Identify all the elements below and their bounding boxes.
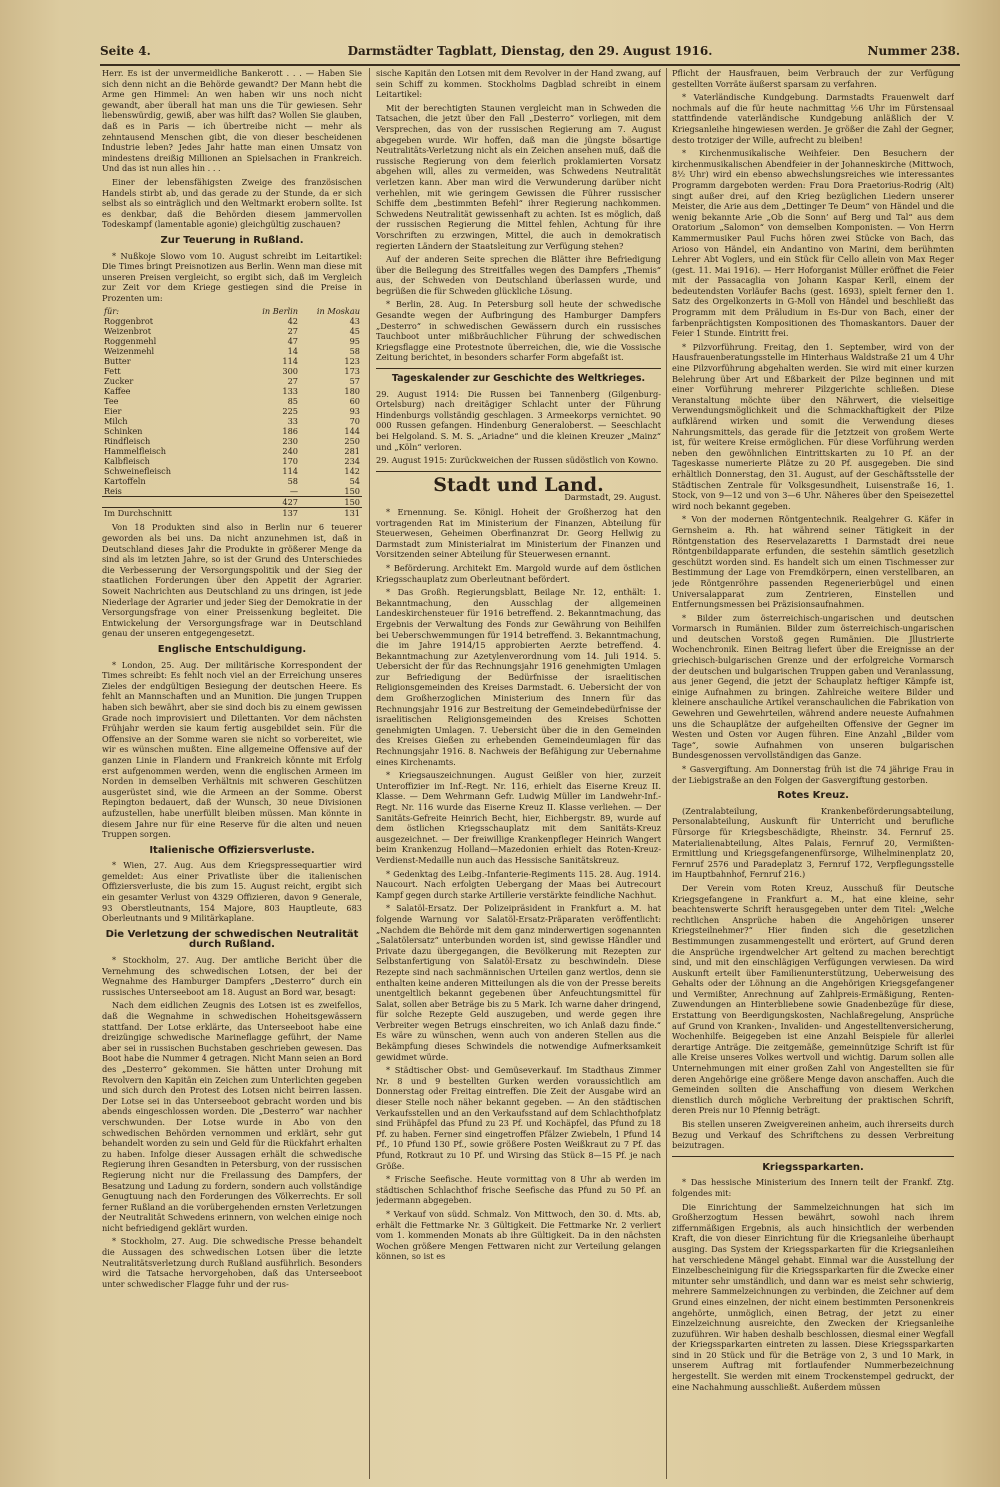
table-header: in Moskau — [316, 306, 360, 317]
table-row — [102, 346, 362, 356]
paragraph: Der Verein vom Roten Kreuz, Ausschuß für Deutsche Kriegsgefangene in Frankfurt a. M., hat eine kleine, sehr beachtenswerte Schrift herausgegeben unter dem Titel: „Welche rechtlichen Ansprüche haben die Angehörigen unserer Kriegsteilnehmer?“ Hier finden sich die gesetzlichen Bestimmungen zusammengestellt und erörtert, auf Grund deren die Ansprüche irgendwelcher Art geltend zu machen berechtigt sind, und mit den einschlägigen Verfügungen verwiesen. Da wird Auskunft erteilt über Familienunterstützung, Ueberweisung des Gehalts oder der Löhnung an die Angehörigen Kriegsgefangener und Vermißter, Anrechnung auf Zahlpreis-Ermäßigung, Renten-Zuwendungen an Hinterbliebene sowie Gnadenbezüge für diese, Erstattung von Beerdigungskosten, Nachlaßregelung, Ansprüche auf Grund von Kranken-, Invaliden- und Angestelltenversicherung, Wochenhilfe. Beigegeben ist eine Anzahl Beispiele für allerlei derartige Anträge. Die zeitgemäße, gemeinnützige Schrift ist für alle Kreise unseres Volkes wertvoll und wichtig. Darum sollen alle Unternehmungen mit einer großen Zahl von Angestellten sie für deren Angehörige eine größere Menge davon anschaffen. Auch die Gemeinden sollten die Anschaffung von diesem Werkchen dienstlich durch mögliche Verbreitung der praktischen Schrift, deren Preis nur 10 Pfennig beträgt. — [672, 882, 954, 1116]
table-cell-value: 27 — [287, 376, 298, 387]
table-cell-item: Hammelfleisch — [104, 446, 166, 457]
table-cell-value: 133 — [282, 386, 298, 397]
table-row — [102, 326, 362, 336]
paragraph: (Zentralabteilung, Krankenbeförderungsabteilung, Personalabteilung, Auskunft für Unterricht und berufliche Fürsorge für Kriegsbeschädigte, Rheinstr. 34. Fernruf 25. Materialienabteilung, Altes Palais, Fernruf 20, Vermißten-Ermittlung und Kriegsgefangenenfürsorge, Wilhelminenplatz 20, Fernruf 2576 und Paradeplatz 3, Fernruf 172, Verpflegungsstelle im Hauptbahnhof, Fernruf 216.) — [672, 805, 954, 880]
paragraph: sische Kapitän den Lotsen mit dem Revolver in der Hand zwang, auf sein Schiff zu kommen. Stockholms Dagblad schreibt in einem Leitartikel: — [376, 68, 661, 100]
table-cell-item: Roggenbrot — [104, 316, 154, 327]
article-heading: Englische Entschuldigung. — [157, 644, 307, 655]
table-cell-value: 114 — [282, 466, 298, 477]
table-cell-item: Tee — [104, 396, 119, 407]
paragraph: Pflicht der Hausfrauen, beim Verbrauch der zur Verfügung gestellten Vorräte äußerst sparsam zu verfahren. — [672, 68, 954, 89]
paragraph: * Nußkoje Slowo vom 10. August schreibt im Leitartikel: Die Times bringt Preisnotizen aus Berlin. Wenn man diese mit unseren Preisen vergleicht, so ergibt sich, daß im Vergleich zur Zeit vor dem Kriege gestiegen sind die Preise in Prozenten um: — [102, 250, 362, 303]
table-cell-item: Eier — [104, 406, 122, 417]
table-cell-value: 281 — [344, 446, 360, 457]
paragraph: Bis stellen unseren Zweigvereinen anheim, auch ihrerseits durch Bezug und Verkauf des Schriftchens zu dessen Verbreitung beizutragen. — [672, 1119, 954, 1151]
table-row — [102, 416, 362, 426]
table-cell-value: 60 — [349, 396, 360, 407]
paragraph: * Gedenktag des Leibg.-Infanterie-Regiments 115. 28. Aug. 1914. Naucourt. Nach erfolgten Uebergang der Maas bei Autrecourt Kampf gegen durch starke Artillerie verstärkte feindliche Nachhut. — [376, 868, 661, 900]
table-cell-value: 70 — [349, 416, 360, 427]
table-cell-value: 93 — [349, 406, 360, 417]
table-row — [102, 386, 362, 396]
table-cell-value: 180 — [344, 386, 360, 397]
table-row — [102, 436, 362, 446]
table-cell-value: 58 — [287, 476, 298, 487]
article-heading: Italienische Offiziersverluste. — [149, 844, 315, 856]
paragraph: * Kirchenmusikalische Weihfeier. Den Besuchern der kirchenmusikalischen Abendfeier in der Johanneskirche (Mittwoch, 8½ Uhr) wird ein ebenso abwechslungsreiches wie interessantes Programm dargeboten werden: Frau Dora Praetorius-Rodrig (Alt) singt außer drei, auf den Krieg bezüglichen Liedern unserer Meister, die Arie aus dem „Dettinger Te Deum“ von Händel und die wenig bekannte Arie „Ob die Sonn’ auf Berg und Tal“ aus dem Oratorium „Salomon“ von demselben Komponisten. — Von Herrn Kammermusiker Paul Fuchs hören zwei Stücke von Bach, das Arioso von Händel, ein Andantino von Marini, dem berühmten Lehrer Abt Voglers, und ein Stück für Cello allein von Max Reger (gest. 11. Mai 1916). — Herr Hoforganist Müller eröffnet die Feier mit der Passacaglia von Johann Kaspar Kerll, einem der bedeutendsten Vorläufer Bachs (gest. 1693), spielt ferner den 1. Satz des Orgelkonzerts in G-Moll von Händel und beschließt das Programm mit dem Präludium in Es-Dur von Bach, einer der farbenprächtigsten Kompositionen des Thomaskantors. Dauer der Feier 1 Stunde. Eintritt frei. — [672, 148, 954, 339]
paragraph: Die Einrichtung der Sammelzeichnungen hat sich im Großherzogtum Hessen bewährt, sowohl nach ihrem ziffernmäßigen Ergebnis, als auch hinsichtlich der werbenden Kraft, die von dieser Einrichtung für die Kriegsanleihe überhaupt ausging. Das System der Kriegssparkarten für die Kriegsanleihen hat verschiedene Mängel gehabt. Einmal war die Ausstellung der Einzelbescheinigung für die Kriegssparkarten für die Zwecke einer mitunter sehr umständlich, und dann war es meist sehr schwierig, mehrere Sammelzeichnungen zu verbinden, die Zeichner auf dem Grund eines einzelnen, der nicht einem bestimmten Personenkreis angehörte, unmöglich, einen Betrag, der jetzt zu einer Einzelzeichnung ausreichte, den Zwecken der Kriegsanleihe zuzuführen. Wir haben deshalb beschlossen, diesmal einer Wegfall der Kriegssparkarten eintreten zu lassen. Diese Kriegssparkarten sind in 20 Stück und für die Beträge von 2, 3 und 10 Mark, in unserem Auftrag mit fortlaufender Nummerbezeichnung hergestellt. Sie werden mit einem Trockenstempel gedruckt, der eine Nachahmung ausschließt. Außerdem müssen — [672, 1201, 954, 1392]
table-cell-value: 250 — [344, 436, 360, 447]
paragraph: * Wien, 27. Aug. Aus dem Kriegspressequartier wird gemeldet: Aus einer Privatliste über die italienischen Offiziersverluste, die bis zum 15. August reicht, ergibt sich ein gesamter Verlust von 4329 Offizieren, davon 9 Generale, 93 Oberstleutnants, 154 Majore, 803 Hauptleute, 683 Oberleutnants und 9 Militärkaplane. — [102, 860, 362, 924]
article-heading: Die Verletzung der schwedischen Neutralität durch Rußland. — [105, 928, 359, 951]
table-cell-value: 137 — [238, 508, 300, 519]
paragraph: * Frische Seefische. Heute vormittag von 8 Uhr ab werden im städtischen Schlachthof frische Seefische das Pfund zu 50 Pf. an jedermann abgegeben. — [376, 1174, 661, 1206]
masthead — [100, 40, 960, 66]
paragraph: * Ernennung. Se. Königl. Hoheit der Großherzog hat den vortragenden Rat im Ministerium der Finanzen, Abteilung für Steuerwesen, Geheimen Oberfinanzrat Dr. Georg Hellwig zu Darmstadt zum Ministerialrat im Ministerium der Finanzen und Vorsitzenden seiner Abteilung für Steuerwesen ernannt. — [376, 506, 661, 560]
table-header: in Berlin — [262, 306, 298, 317]
table-row — [102, 356, 362, 366]
table-row — [102, 466, 362, 476]
table-cell-item — [102, 497, 238, 508]
article-heading: Kriegssparkarten. — [762, 1161, 864, 1173]
table-row — [102, 446, 362, 456]
table-cell-item: Weizenbrot — [104, 326, 152, 337]
table-row — [102, 486, 362, 497]
table-row — [102, 456, 362, 466]
table-cell-item: Fett — [104, 366, 121, 377]
calendar-entry: 29. August 1915: Zurückweichen der Russen südöstlich von Kowno. — [376, 455, 659, 466]
paragraph: * Gasvergiftung. Am Donnerstag früh ist die 74 jährige Frau in der Liebigstraße an den Folgen der Gasvergiftung gestorben. — [672, 764, 954, 785]
table-header: für: — [104, 306, 119, 317]
paragraph: Auf der anderen Seite sprechen die Blätter ihre Befriedigung über die Beilegung des Streitfalles wegen des Dampfers „Themis“ aus, der Schweden von Deutschland überlassen wurde, und begrüßen die für Schweden glückliche Lösung. — [376, 254, 661, 296]
table-cell-value: 142 — [344, 466, 360, 477]
paragraph: Von 18 Produkten sind also in Berlin nur 6 teuerer geworden als bei uns. Da nicht anzunehmen ist, daß in Deutschland dieses Jahr die Produkte in größerer Menge da sind als im letzten Jahre, so ist der Grund des Unterschiedes die Verbesserung der Versorgungspolitik und der Sieg der staatlichen Forderungen über den Appetit der Agrarier. Soweit Nachrichten aus Deutschland zu uns dringen, ist jede Niederlage der Agrarier und jeder Sieg der Demokratie in der Versorgungsfrage von einer Preissenkung begleitet. Die Entwickelung der Versorgungsfrage war in Deutschland genau der unseren entgegengesetzt. — [102, 522, 362, 639]
table-cell-value: — — [289, 486, 298, 497]
table-cell-value: 427 — [238, 497, 300, 508]
table-cell-item: Weizenmehl — [104, 346, 155, 357]
table-cell-value: 144 — [344, 426, 360, 437]
table-cell-value: 123 — [344, 356, 360, 367]
paragraph: Einer der lebensfähigsten Zweige des französischen Handels stirbt ab, und das gerade zu der Stunde, da er sich selbst als so einträglich und den Weltmarkt erobern sollte. Ist es denkbar, daß die Behörden diesem jammervollen Todeskampf (lamentable agonie) gleichgültig zuschauen? — [102, 176, 362, 230]
paragraph: * Kriegsauszeichnungen. August Geißler von hier, zurzeit Unteroffizier im Inf.-Regt. Nr. 116, erhielt das Eiserne Kreuz II. Klasse. — Dem Wehrmann Gefr. Ludwig Müller im Landwehr-Inf.-Regt. Nr. 116 wurde das Eiserne Kreuz II. Klasse verliehen. — Der Sanitäts-Gefreite Heinrich Becht, hier, Eichbergstr. 89, wurde auf dem östlichen Kriegsschauplatz mit dem Sanitäts-Kreuz ausgezeichnet. — Der freiwillige Krankenpfleger Heinrich Wangert beim Krankenzug Holland—Mazedonien erhielt das Roten-Kreuz-Verdienst-Medaille nun auch das Hessische Sanitätskreuz. — [376, 770, 661, 865]
table-cell-value: 14 — [287, 346, 298, 357]
table-row — [102, 396, 362, 406]
table-cell-value: 225 — [282, 406, 298, 417]
table-cell-item: Roggenmehl — [104, 336, 157, 347]
table-cell-value: 47 — [287, 336, 298, 347]
table-cell-value: 300 — [282, 366, 298, 377]
paragraph: * Von der modernen Röntgentechnik. Realgehrer G. Käfer in Gernsheim a. Rh. hat während seiner Tätigkeit in der Röntgenstation des Reservelazaretts I Darmstadt drei neue Röntgenbildapparate erfunden, die sestehin sämtlich gesetzlich geschützt worden sind. Es handelt sich um einen Tischmesser zur Bestimmung der Lage von Fremdkörpern, einen verstellbaren, an jede Röntgenröhre passenden Regenerierbügel und einen Universalapparat zum Zentrieren, Einstellen und Entfernungsmessen bei Präzisionsaufnahmen. — [672, 514, 954, 610]
table-cell-value: 173 — [344, 366, 360, 377]
paragraph: * Pilzvorführung. Freitag, den 1. September, wird von der Hausfrauenberatungsstelle im Hinterhaus Waldstraße 21 um 4 Uhr eine Pilzvorführung abgehalten werden. Sie wird mit einer kurzen Belehrung über Art und Eßbarkeit der Pilze beginnen und mit einer Vorführung mehrerer Pilzgerichte schließen. Diese Veranstaltung möchte über den Nährwert, die vielseitige Verwendungsmöglichkeit und die Schmackhaftigkeit der Pilze aufklärend wirken und somit die Verwendung dieses Nahrungsmittels, das gerade für die Jetztzeit von großem Werte ist, für weitere Kreise ermöglichen. Für diese Vorführung werden neben den gewöhnlichen Eintrittskarten zu 10 Pf. an der Tageskasse numerierte Plätze zu 20 Pf. ausgegeben. Die sind erhältlich Donnerstag, den 31. August, auf der Geschäftsstelle der Städtischen Zentrale für Volksgesundheit, Luisenstraße 16, 1. Stock, von 9—12 und von 3—6 Uhr. Näheres über den Speisezettel wird noch bekannt gegeben. — [672, 341, 954, 511]
paragraph: * Bilder zum österreichisch-ungarischen und deutschen Vormarsch in Rumänien. Bilder zum österreichisch-ungarischen und deutschen Vorstoß gegen Rumänien. Die Jllustrierte Wochenchronik. Einen Beitrag liefert über die Ereignisse an der griechisch-bulgarischen Grenze und der erfolgreiche Vormarsch der deutschen und bulgarischen Truppen gaben und Veranlassung, aus jener Gegend, die jetzt der Schauplatz heftiger Kämpfe ist, einige Aufnahmen zu bringen. Zahlreiche weitere Bilder und kleinere anschauliche Artikel veranschaulichen die Fabrikation von Gewehren und Gewehrteilen, während andere neueste Aufnahmen uns die Schauplätze der aufgeheilten Offensive der Gegner im Westen und Osten vor Augen führen. Eine Anzahl „Bilder vom Tage“, sowie Aufnahmen von unseren bulgarischen Bundesgenossen vervollständigen das Ganze. — [672, 612, 954, 761]
table-row — [102, 508, 362, 519]
table-cell-value: 95 — [349, 336, 360, 347]
paragraph: * Das hessische Ministerium des Innern teilt der Frankf. Ztg. folgendes mit: — [672, 1177, 954, 1198]
table-cell-value: 57 — [349, 376, 360, 387]
table-header-row — [102, 306, 362, 316]
column-1 — [102, 68, 362, 1479]
paragraph: * Salatöl-Ersatz. Der Polizeipräsident in Frankfurt a. M. hat folgende Warnung vor Salatöl-Ersatz-Präparaten veröffentlicht: „Nachdem die Behörde mit dem ganz minderwertigen sogenannten „Salatölersatz“ unterbunden worden ist, sind gewisse Händler und Private dazu übergegangen, die Bevölkerung mit Rezepten zur Selbstanfertigung von Salatöl-Ersatz zu beschwindeln. Diese Rezepte sind nach sachmännischen Urteilen ganz wertlos, denn sie enthalten keine anderen Mitteilungen als die von der Presse bereits unentgeltlich bekannt gegebenen über Anfeuchtungsmittel für Salat, sollen aber Beträge bis zu 5 Mark. Ich warne daher dringend, für solche Rezepte Geld auszugeben, und werde gegen ihre Verbreiter wegen Betrugs einschreiten, wo ich Anlaß dazu finde.“ Es wäre zu wünschen, wenn auch von anderen Stellen aus die Bekämpfung dieses Schwindels die notwendige Aufmerksamkeit gewidmet würde. — [376, 903, 661, 1062]
article-heading: Zur Teuerung in Rußland. — [160, 234, 304, 246]
table-row — [102, 406, 362, 416]
price-table-body — [102, 316, 362, 518]
table-row — [102, 366, 362, 376]
table-cell-value: 170 — [282, 456, 298, 467]
section-rule — [376, 368, 661, 369]
article-heading: Rotes Kreuz. — [777, 790, 849, 802]
table-cell-value: 131 — [300, 508, 362, 519]
table-cell-value: 186 — [282, 426, 298, 437]
section-rule — [672, 1156, 954, 1157]
paragraph: * Berlin, 28. Aug. In Petersburg soll heute der schwedische Gesandte wegen der Aufbringung des Hamburger Dampfers „Desterro“ in schwedischen Gewässern durch ein russisches Tauchboot unter mißbräuchlicher Führung der schwedischen Kriegsflagge eine Protestnote überreichen, die, wie die Vossische Zeitung berichtet, in besonders scharfer Form abgefaßt ist. — [376, 299, 661, 363]
table-row — [102, 476, 362, 486]
paragraph: * London, 25. Aug. Der militärische Korrespondent der Times schreibt: Es fehlt noch viel an der Erreichung unseres Zieles der endgültigen Besiegung der deutschen Heere. Es fehlt an Mannschaften und an Munition. Die jungen Truppen haben sich bewährt, aber sie sind doch bis zu einem gewissen Grade noch improvisiert und Dilettanten. Vor dem nächsten Frühjahr werden sie kaum fertig ausgebildet sein. Für die Offensive an der Somme waren sie nicht so vorbereitet, wie wir es wünschen mußten. Eine allgemeine Offensive auf der ganzen Linie in Flandern und Frankreich könnte mit Erfolg erst aufgenommen werden, wenn die englischen Armeen im Norden in demselben Verhältnis mit schweren Geschützen ausgerüstet sind, wie die Armeen an der Somme. Oberst Repington bedauert, daß der Wunsch, 30 neue Divisionen aufzustellen, habe unerfüllt bleiben müssen. Man könnte in diesem Jahre nur für eine Reserve für die alten und neuen Truppen sorgen. — [102, 659, 362, 840]
table-cell-value: 150 — [300, 497, 362, 508]
paragraph: Herr. Es ist der unvermeidliche Bankerott . . . — Haben Sie sich denn nicht an die Behörde gewandt? Der Mann hebt die Arme gen Himmel: An wen haben wir uns noch nicht gewandt, aber überall hat man uns die Tür gewiesen. Sehr liebenswürdig, gewiß, aber was hilft das? Wollen Sie glauben, daß es in Paris — ich übertreibe nicht — mehr als zehntausend Menschen gibt, die von dieser bescheidenen Industrie leben? Jedes Jahr hatte man einen Umsatz von mindestens dreißig Millionen an Spielsachen in Frankreich. Und das ist nun alles hin . . . — [102, 68, 362, 174]
table-cell-value: 234 — [344, 456, 360, 467]
paragraph: * Stockholm, 27. Aug. Der amtliche Bericht über die Vernehmung des schwedischen Lotsen, der bei der Wegnahme des Hamburger Dampfers „Desterro“ durch ein russisches Unterseeboot am 18. August an Bord war, besagt: — [102, 955, 362, 997]
table-cell-value: 114 — [282, 356, 298, 367]
newspaper-title: Darmstädter Tagblatt, Dienstag, den 29. August 1916. — [347, 44, 713, 58]
calendar-heading: Tageskalender zur Geschichte des Weltkrieges. — [391, 373, 646, 385]
calendar-entry: 29. August 1914: Die Russen bei Tannenberg (Gilgenburg-Ortelsburg) nach dreitägiger Schlacht unter der Führung Hindenburgs vollständig geschlagen. 3 Armeekorps vernichtet. 90 000 Russen gefangen. Hindenburg Generaloberst. — Seeschlacht bei Helgoland. S. M. S. „Ariadne“ und die kleinen Kreuzer „Mainz“ und „Köln“ verloren. — [376, 388, 661, 452]
table-cell-item: Kaffee — [104, 386, 131, 397]
column-2 — [376, 68, 661, 1479]
table-cell-item: Reis — [104, 486, 122, 497]
table-cell-value: 240 — [282, 446, 298, 457]
dateline: Darmstadt, 29. August. — [564, 492, 661, 503]
paragraph: Mit der berechtigten Staunen vergleicht man in Schweden die Tatsachen, die jetzt über den Fall „Desterro“ vorliegen, mit dem Versprechen, das von der russischen Regierung am 7. August abgegeben wurde. Wir hoffen, daß man die jüngste bösartige Neutralitäts-Verletzung nicht als ein Zeichen ansehen muß, daß die russische Regierung von dem feierlich proklamierten Vorsatz abgehen will, alles zu vermeiden, was Schwedens Neutralität verletzen kann. Aber man wird die Verwunderung darüber nicht verhehlen, mit wie geringem Gewissen die Führer russischer Schiffe dem „bestimmten Befehl“ ihrer Regierung nachkommen. Schwedens Neutralität gewissenhaft zu achten. Ist es möglich, daß der russischen Regierung die Mittel fehlen, Achtung für ihre Vorschriften zu erzwingen, Mittel, die auch in demokratisch regierten Ländern der Staatsleitung zur Verfügung stehen? — [376, 102, 661, 251]
table-cell-item: Butter — [104, 356, 131, 367]
table-cell-value: 27 — [287, 326, 298, 337]
table-cell-value: 58 — [349, 346, 360, 357]
table-cell-value: 230 — [282, 436, 298, 447]
table-cell-value: 150 — [344, 486, 360, 497]
table-row — [102, 316, 362, 326]
table-cell-item: Milch — [104, 416, 128, 427]
table-cell-item: Im Durchschnitt — [102, 508, 238, 519]
table-cell-value: 85 — [287, 396, 298, 407]
table-cell-item: Kalbfleisch — [104, 456, 150, 467]
daily-calendar — [376, 374, 661, 466]
paragraph: * Beförderung. Architekt Em. Margold wurde auf dem östlichen Kriegsschauplatz zum Oberleutnant befördert. — [376, 562, 661, 584]
table-cell-value: 42 — [287, 316, 298, 327]
page-number: Seite 4. — [100, 44, 151, 58]
table-cell-item: Schinken — [104, 426, 143, 437]
table-cell-value: 45 — [349, 326, 360, 337]
column-divider — [666, 68, 667, 1479]
column-divider — [369, 68, 370, 1479]
table-row — [102, 376, 362, 386]
paragraph: * Das Großh. Regierungsblatt, Beilage Nr. 12, enthält: 1. Bekanntmachung, den Ausschlag der allgemeinen Landeskirchensteuer für 1916 betreffend. 2. Bekanntmachung, das Ergebnis der Verwaltung des Fonds zur Gewährung von Beihilfen bei Ueberschwemmungen für 1914 betreffend. 3. Bekanntmachung, die im Jahre 1914/15 approbierten Aerzte betreffend. 4. Bekanntmachung zur Azetylenverordnung vom 14. Juli 1914. 5. Uebersicht der für das Rechnungsjahr 1916 genehmigten Umlagen zur Befriedigung der Bedürfnisse der israelitischen Religionsgemeinden des Kreises Darmstadt. 6. Uebersicht der von dem Großherzoglichen Ministerium des Innern für das Rechnungsjahr 1916 zur Bestreitung der Gemeindebedürfnisse der israelitischen Religionsgemeinden des Kreises Schotten genehmigten Umlagen. 7. Uebersicht über die in den Gemeinden des Kreises Gießen zu erhebenden Gemeindeumlagen für das Rechnungsjahr 1916. 8. Nachweis der Befähigung zur Uebernahme eines Kirchenamts. — [376, 587, 661, 767]
table-cell-value: 33 — [287, 416, 298, 427]
section-title: Stadt und Land. — [433, 473, 604, 496]
table-cell-value: 54 — [349, 476, 360, 487]
table-cell-item: Kartoffeln — [104, 476, 146, 487]
paragraph: Nach dem eidlichen Zeugnis des Lotsen ist es zweifellos, daß die Wegnahme in schwedischen Hoheitsgewässern stattfand. Der Lotse erklärte, das Unterseeboot habe eine dreizüngige schwedische Marineflagge geführt, der Name aber sei in russischen Buchstaben geschrieben gewesen. Das Boot habe die Nummer 4 getragen. Nicht Mann seien an Bord des „Desterro“ gekommen. Sie hätten unter Drohung mit Revolvern den Kapitän ein Zeichen zum Unterlichten gegeben und sich durch den Protest des Lotsen nicht beirren lassen. Der Lotse sei in das Unterseeboot gebracht worden und bis abends eingeschlossen worden. Die „Desterro“ war nachher verschwunden. Der Lotse wurde in Abo von den schwedischen Behörden vernommen und erklärt, sehr gut behandelt worden zu sein und Geld für die Rückfahrt erhalten zu haben. Infolge dieser Aussagen erhält die schwedische Regierung ihren Gesandten in Petersburg, von der russischen Regierung nicht nur die Freilassung des Dampfers, der Besatzung und Ladung zu fordern, sondern auch vollständige Genugtuung nach den Forderungen des Völkerrechts. Er soll ferner Rußland an die vorübergehenden ernsten Verletzungen der Neutralität Schwedens erinnern, von welchen einige noch nicht befriedigend geklärt wurden. — [102, 1000, 362, 1233]
table-cell-item: Schweinefleisch — [104, 466, 172, 477]
section-rule — [376, 471, 661, 472]
price-table — [102, 306, 362, 518]
table-cell-item: Zucker — [104, 376, 134, 387]
table-row — [102, 426, 362, 436]
table-cell-value: 43 — [349, 316, 360, 327]
paragraph: * Vaterländische Kundgebung. Darmstadts Frauenwelt darf nochmals auf die für heute nachmittag ½6 Uhr im Fürstensaal stattfindende vaterländische Kundgebung anläßlich der V. Kriegsanleihe hingewiesen werden. Je größer die Zahl der Gegner, desto trotziger der Wille, aufrecht zu bleiben! — [672, 92, 954, 145]
table-row — [102, 336, 362, 346]
column-3 — [672, 68, 954, 1479]
paragraph: * Verkauf von südd. Schmalz. Von Mittwoch, den 30. d. Mts. ab, erhält die Fettmarke Nr. 3 Gültigkeit. Die Fettmarke Nr. 2 verliert vom 1. kommenden Monats ab ihre Gültigkeit. Da in den nächsten Wochen größere Mengen Fettwaren nicht zur Verteilung gelangen können, so ist es — [376, 1208, 661, 1262]
paragraph: * Stockholm, 27. Aug. Die schwedische Presse behandelt die Aussagen des schwedischen Lotsen über die letzte Neutralitätsverletzung durch Rußland ausführlich. Besonders wird die Tatsache hervorgehoben, daß das Unterseeboot unter schwedischer Flagge fuhr und der rus- — [102, 1236, 362, 1289]
paragraph: * Städtischer Obst- und Gemüseverkauf. Im Stadthaus Zimmer Nr. 8 und 9 bestellten Gurken werden voraussichtlich am Donnerstag oder Freitag eintreffen. Die Zeit der Ausgabe wird an dieser Stelle noch näher bekannt gegeben. — An den städtischen Verkaufsstellen und an den Verkaufsstand auf dem Schlachthofplatz sind Frühäpfel das Pfund zu 23 Pf. und Kochäpfel, das Pfund zu 18 Pf. zu haben. Ferner sind eingetroffen Pfälzer Zwiebeln, 1 Pfund 14 Pf., 10 Pfund 130 Pf., sowie größere Posten Weißkraut zu 7 Pf. das Pfund, Rotkraut zu 10 Pf. und Wirsing das Stück 8—15 Pf. je nach Größe. — [376, 1065, 661, 1171]
issue-number: Nummer 238. — [867, 44, 960, 58]
table-row — [102, 497, 362, 508]
table-cell-item: Rindfleisch — [104, 436, 151, 447]
